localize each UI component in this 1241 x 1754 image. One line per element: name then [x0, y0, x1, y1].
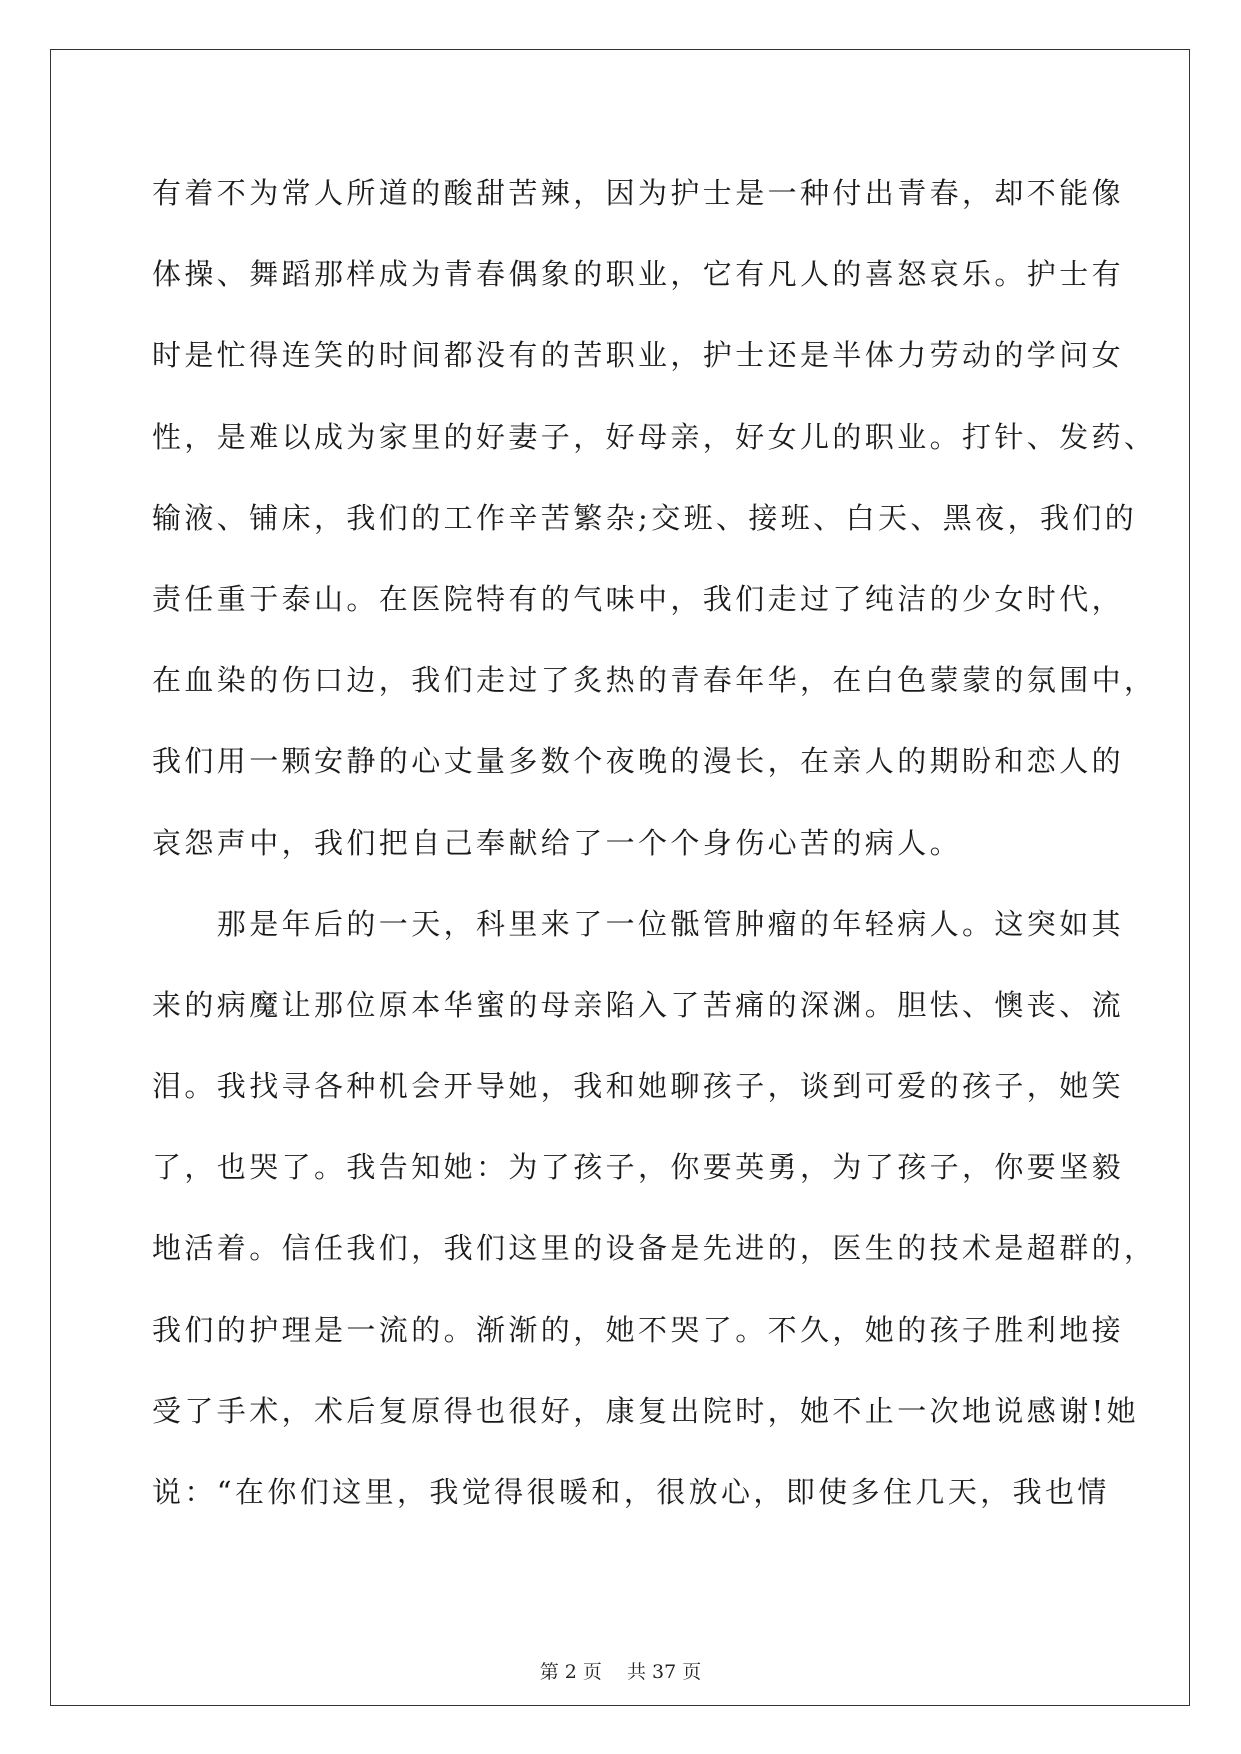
text-line: 责任重于泰山。在医院特有的气味中，我们走过了纯洁的少女时代， [152, 581, 1125, 616]
text-line: 我们的护理是一流的。渐渐的，她不哭了。不久，她的孩子胜利地接 [152, 1312, 1125, 1347]
text-line: 泪。我找寻各种机会开导她，我和她聊孩子，谈到可爱的孩子，她笑 [152, 1069, 1125, 1104]
text-line: 受了手术，术后复原得也很好，康复出院时，她不止一次地说感谢!她 [152, 1393, 1140, 1428]
text-line: 说：“在你们这里，我觉得很暖和，很放心，即使多住几天，我也情 [152, 1475, 1110, 1509]
text-line: 性，是难以成为家里的好妻子，好母亲，好女儿的职业。打针、发药、 [152, 419, 1157, 454]
text-line: 体操、舞蹈那样成为青春偶象的职业，它有凡人的喜怒哀乐。护士有 [152, 257, 1125, 292]
body-text [152, 163, 1157, 1543]
text-line: 有着不为常人所道的酸甜苦辣，因为护士是一种付出青春，却不能像 [152, 176, 1125, 210]
text-line: 来的病魔让那位原本华蜜的母亲陷入了苦痛的深渊。胆怯、懊丧、流 [152, 987, 1125, 1022]
text-line: 那是年后的一天，科里来了一位骶管肿瘤的年轻病人。这突如其 [152, 906, 1125, 941]
text-line: 哀怨声中，我们把自己奉献给了一个个身伤心苦的病人。 [152, 825, 963, 860]
text-line: 时是忙得连笑的时间都没有的苦职业，护士还是半体力劳动的学问女 [152, 338, 1125, 373]
page-number: 第 2 页 共 37 页 [539, 1661, 702, 1683]
text-line: 输液、铺床，我们的工作辛苦繁杂;交班、接班、白天、黑夜，我们的 [152, 500, 1138, 535]
text-line: 我们用一颗安静的心丈量多数个夜晚的漫长，在亲人的期盼和恋人的 [152, 744, 1125, 779]
text-line: 地活着。信任我们，我们这里的设备是先进的，医生的技术是超群的， [152, 1231, 1157, 1266]
text-line: 了，也哭了。我告知她：为了孩子，你要英勇，为了孩子，你要坚毅 [152, 1150, 1125, 1185]
text-line: 在血染的伤口边，我们走过了炙热的青春年华，在白色蒙蒙的氛围中， [152, 663, 1157, 698]
